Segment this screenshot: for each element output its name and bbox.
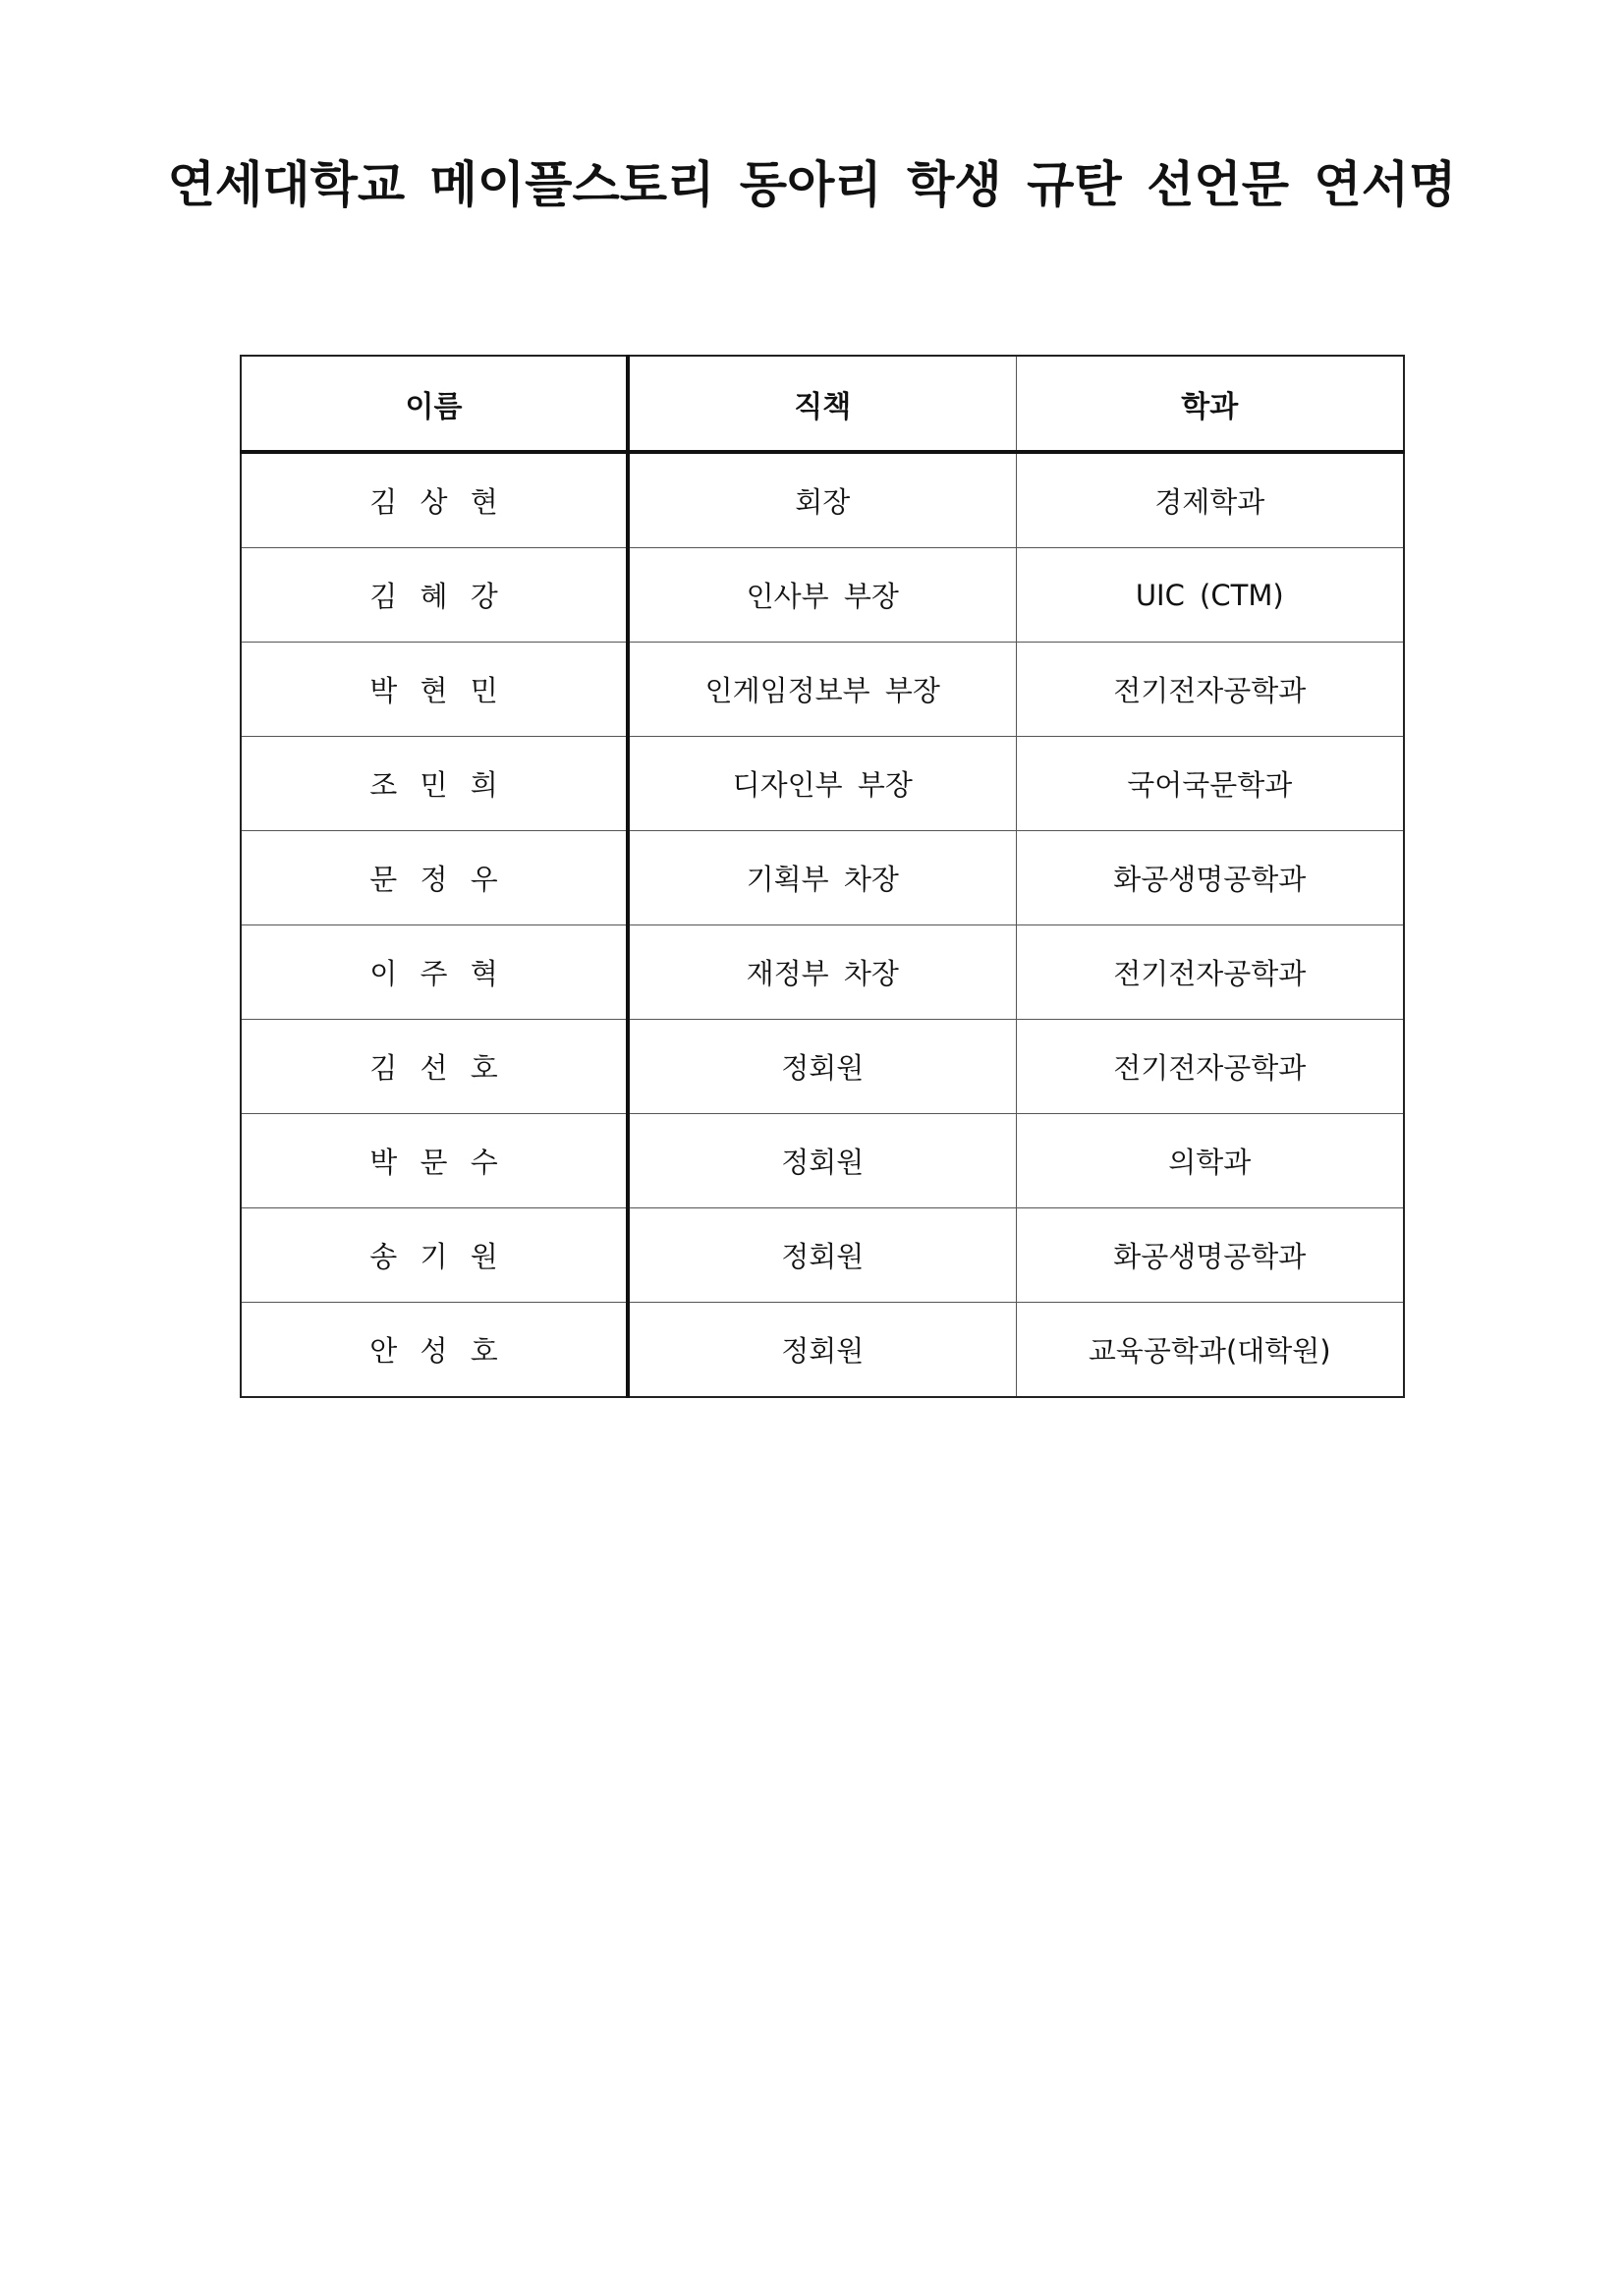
cell-name: 안 성 호: [241, 1303, 628, 1398]
cell-name: 김 선 호: [241, 1020, 628, 1114]
cell-role: 디자인부 부장: [628, 737, 1016, 831]
cell-department: UIC (CTM): [1016, 548, 1404, 643]
page-title: 연세대학교 메이플스토리 동아리 학생 규탄 선언문 연서명: [167, 156, 1457, 213]
cell-name: 송 기 원: [241, 1208, 628, 1303]
table-row: [241, 925, 1404, 1020]
cell-name: 박 현 민: [241, 643, 628, 737]
header-name: 이름: [241, 356, 628, 452]
table-header-row: [241, 356, 1404, 452]
table-row: [241, 1114, 1404, 1208]
cell-role: 정회원: [628, 1020, 1016, 1114]
cell-role: 정회원: [628, 1208, 1016, 1303]
table-row: [241, 643, 1404, 737]
cell-department: 국어국문학과: [1016, 737, 1404, 831]
cell-department: 화공생명공학과: [1016, 831, 1404, 925]
cell-department: 화공생명공학과: [1016, 1208, 1404, 1303]
table-row: [241, 1208, 1404, 1303]
cell-name: 김 상 현: [241, 452, 628, 548]
cell-name: 이 주 혁: [241, 925, 628, 1020]
cell-role: 회장: [628, 452, 1016, 548]
cell-role: 인게임정보부 부장: [628, 643, 1016, 737]
cell-department: 교육공학과(대학원): [1016, 1303, 1404, 1398]
cell-role: 인사부 부장: [628, 548, 1016, 643]
cell-role: 재정부 차장: [628, 925, 1016, 1020]
cell-department: 경제학과: [1016, 452, 1404, 548]
table-row: [241, 831, 1404, 925]
cell-name: 문 정 우: [241, 831, 628, 925]
table-row: [241, 1020, 1404, 1114]
table-row: [241, 737, 1404, 831]
cell-department: 전기전자공학과: [1016, 1020, 1404, 1114]
table-row: [241, 548, 1404, 643]
cell-role: 기획부 차장: [628, 831, 1016, 925]
cell-name: 조 민 희: [241, 737, 628, 831]
cell-name: 박 문 수: [241, 1114, 628, 1208]
cell-role: 정회원: [628, 1303, 1016, 1398]
cell-department: 의학과: [1016, 1114, 1404, 1208]
cell-role: 정회원: [628, 1114, 1016, 1208]
header-department: 학과: [1016, 356, 1404, 452]
cell-name: 김 혜 강: [241, 548, 628, 643]
table-row: [241, 1303, 1404, 1398]
table-row: [241, 452, 1404, 548]
signatory-table: [240, 355, 1405, 1398]
cell-department: 전기전자공학과: [1016, 925, 1404, 1020]
cell-department: 전기전자공학과: [1016, 643, 1404, 737]
header-role: 직책: [628, 356, 1016, 452]
